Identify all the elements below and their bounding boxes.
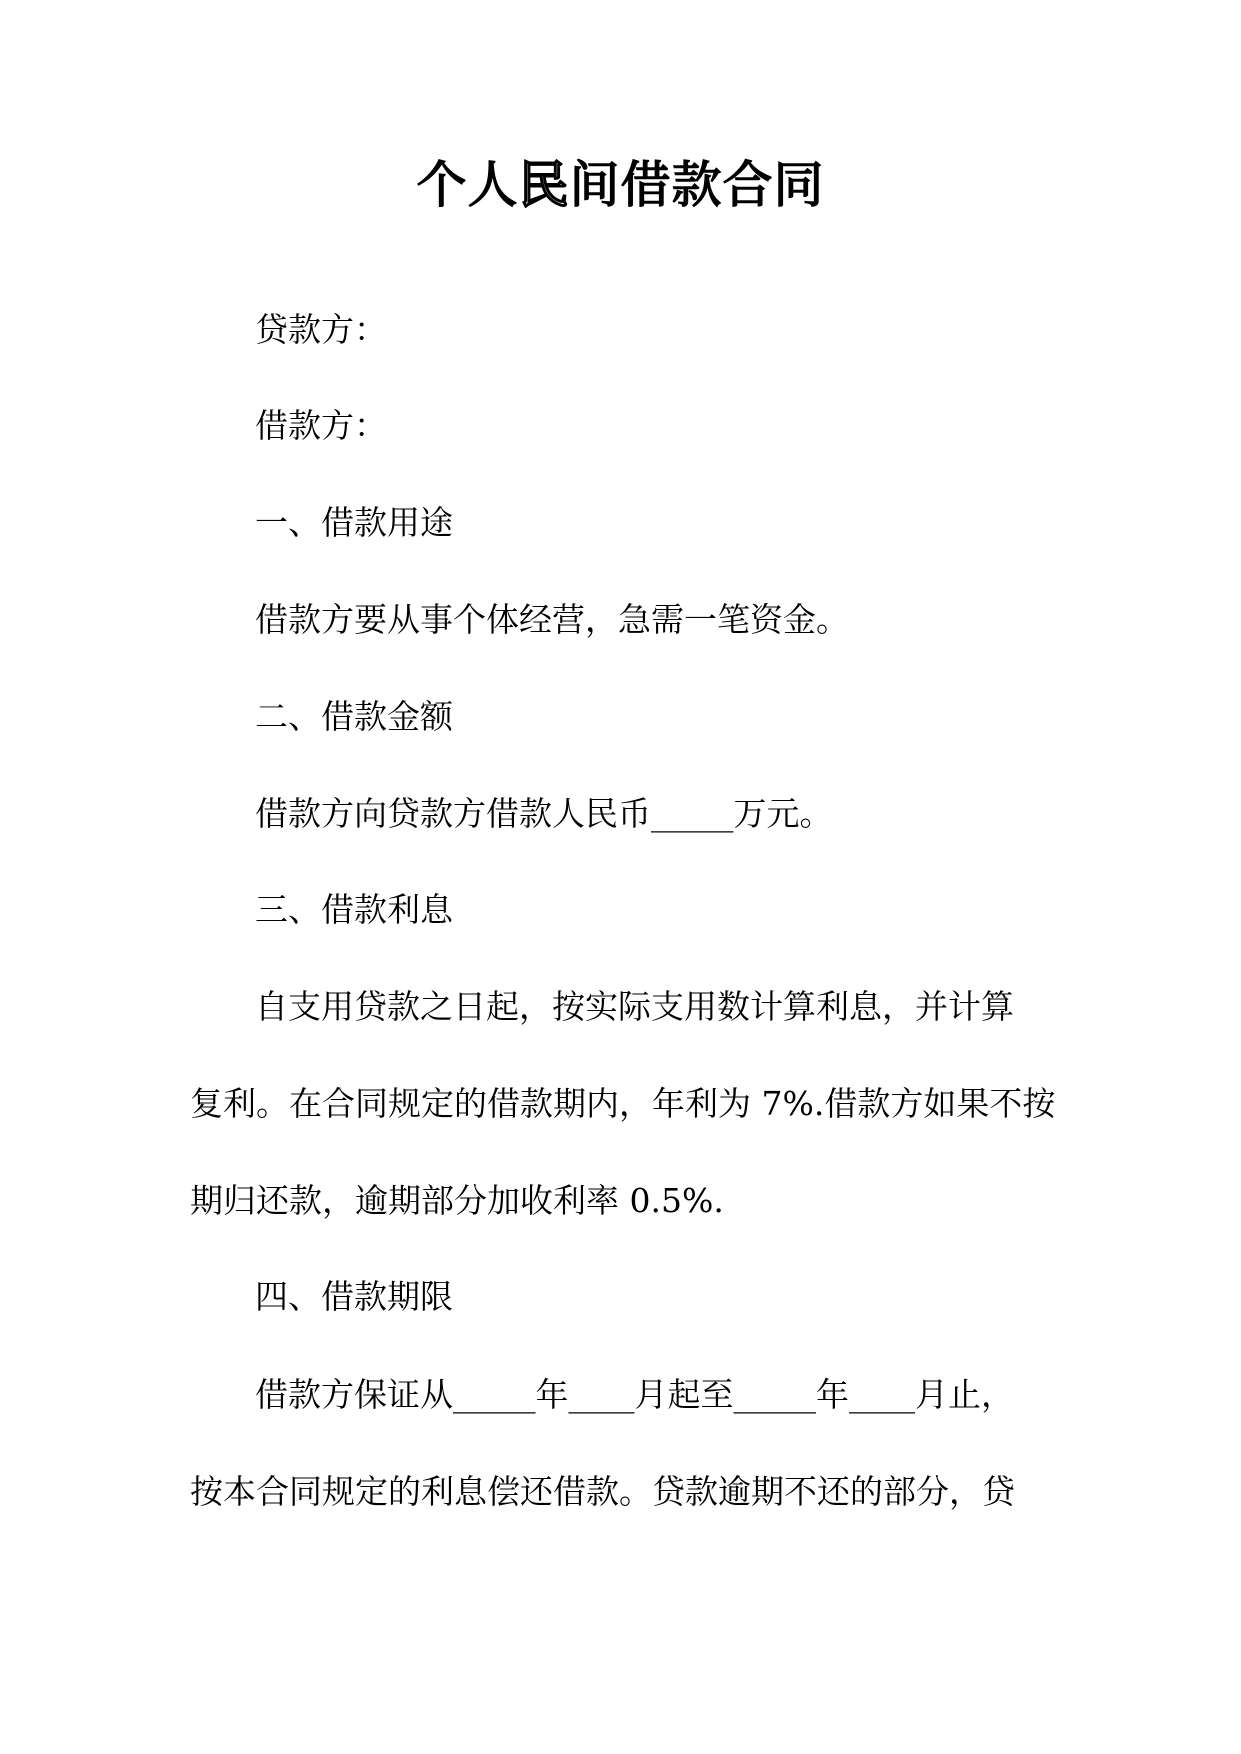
section-heading-interest: 三、借款利息 [255, 890, 453, 929]
lender-line: 贷款方： [255, 310, 387, 349]
section-heading-purpose: 一、借款用途 [255, 503, 453, 542]
paragraph-amount: 借款方向贷款方借款人民币_____万元。 [255, 794, 833, 833]
title-part-1: 个人 [416, 156, 519, 214]
title-part-3: 间借款合同 [569, 156, 825, 214]
document-title [0, 150, 1241, 220]
paragraph-interest-line-2: 复利。在合同规定的借款期内，年利为 7%.借款方如果不按 [190, 1084, 1056, 1123]
borrower-line: 借款方： [255, 406, 387, 445]
section-heading-term: 四、借款期限 [255, 1277, 453, 1316]
paragraph-purpose: 借款方要从事个体经营，急需一笔资金。 [255, 600, 849, 639]
title-part-outlined: 民 [518, 156, 570, 214]
section-heading-amount: 二、借款金额 [255, 697, 453, 736]
paragraph-interest-line-3: 期归还款，逾期部分加收利率 0.5%. [190, 1181, 724, 1220]
paragraph-interest-line-1: 自支用贷款之日起，按实际支用数计算利息，并计算 [255, 987, 1014, 1026]
paragraph-term-line-1: 借款方保证从_____年____月起至_____年____月止， [255, 1375, 1014, 1414]
paragraph-term-line-2: 按本合同规定的利息偿还借款。贷款逾期不还的部分，贷 [190, 1472, 1015, 1511]
